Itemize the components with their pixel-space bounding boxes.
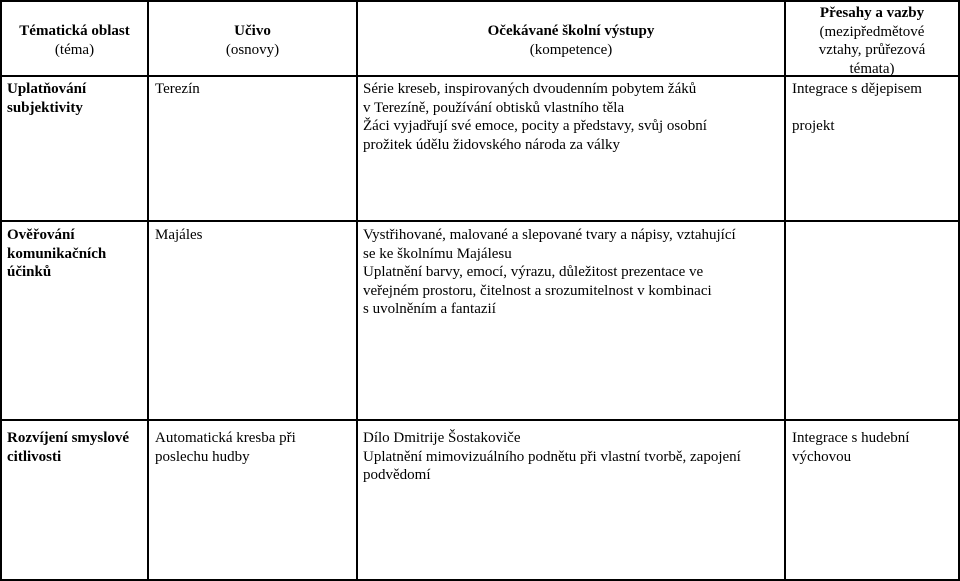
table-rule — [0, 0, 960, 2]
header-links-sub: vztahy, průřezová — [818, 42, 926, 58]
topic-line: Rozvíjení smyslové — [7, 430, 130, 446]
row3-links — [792, 429, 909, 466]
curriculum-line: Terezín — [155, 81, 200, 97]
row2-curriculum — [155, 226, 202, 245]
outcome-line: Dílo Dmitrije Šostakoviče — [363, 430, 521, 446]
header-outcomes-sub: (kompetence) — [529, 41, 613, 58]
header-links-title: Přesahy a vazby — [819, 5, 925, 21]
curriculum-line: Majáles — [155, 227, 203, 243]
curriculum-line: poslechu hudby — [155, 448, 250, 465]
outcome-line: Žáci vyjadřují své emoce, pocity a představy, svůj osobní — [363, 118, 707, 134]
outcome-line: Série kreseb, inspirovaných dvoudenním pobytem žáků — [363, 81, 697, 97]
row3-curriculum — [155, 429, 296, 466]
outcome-line: v Terezíně, používání obtisků vlastního těla — [363, 99, 625, 116]
links-line: Integrace s hudební — [792, 430, 910, 446]
header-links-sub: (mezipředmětové — [819, 23, 925, 40]
row3-outcomes — [363, 429, 741, 485]
outcome-line: Vystřihované, malované a slepované tvary a nápisy, vztahující — [363, 227, 736, 243]
table-rule — [784, 0, 786, 581]
header-outcomes — [358, 22, 784, 59]
row1-links — [792, 80, 922, 136]
table-rule — [0, 220, 960, 222]
row2-outcomes — [363, 226, 736, 319]
row1-outcomes — [363, 80, 707, 154]
topic-line: účinků — [7, 264, 52, 280]
curriculum-line: Automatická kresba při — [155, 430, 296, 446]
header-topic — [2, 22, 147, 59]
table-rule — [356, 0, 358, 581]
row2-topic — [7, 226, 106, 282]
outcome-line: Uplatnění mimovizuálního podnětu při vlastní tvorbě, zapojení — [363, 448, 741, 465]
row3-topic — [7, 429, 129, 466]
topic-line: Uplatňování — [7, 81, 87, 97]
header-topic-sub: (téma) — [54, 41, 95, 58]
links-line — [792, 99, 922, 118]
links-line: výchovou — [792, 448, 852, 465]
outcome-line: se ke školnímu Majálesu — [363, 245, 512, 262]
table-rule — [0, 419, 960, 421]
header-outcomes-title: Očekávané školní výstupy — [487, 23, 655, 39]
header-topic-title: Tématická oblast — [19, 23, 130, 39]
outcome-line: Uplatnění barvy, emocí, výrazu, důležitost prezentace ve — [363, 264, 704, 280]
table-rule — [147, 0, 149, 581]
table-rule — [0, 0, 2, 581]
outcome-line: veřejném prostoru, čitelnost a srozumitelnost v kombinaci — [363, 282, 712, 299]
header-curriculum-sub: (osnovy) — [225, 41, 280, 58]
header-links — [786, 4, 958, 78]
row1-curriculum — [155, 80, 200, 99]
topic-line: citlivosti — [7, 448, 62, 465]
row1-topic — [7, 80, 86, 117]
header-links-sub: témata) — [849, 60, 895, 77]
topic-line: komunikačních — [7, 245, 107, 262]
outcome-line: s uvolněním a fantazií — [363, 301, 496, 317]
outcome-line: podvědomí — [363, 467, 431, 483]
header-curriculum-title: Učivo — [234, 23, 271, 39]
header-curriculum — [149, 22, 356, 59]
links-line: projekt — [792, 118, 835, 134]
links-line: Integrace s dějepisem — [792, 81, 922, 97]
topic-line: subjektivity — [7, 99, 83, 116]
topic-line: Ověřování — [7, 227, 75, 243]
outcome-line: prožitek údělu židovského národa za války — [363, 136, 620, 153]
